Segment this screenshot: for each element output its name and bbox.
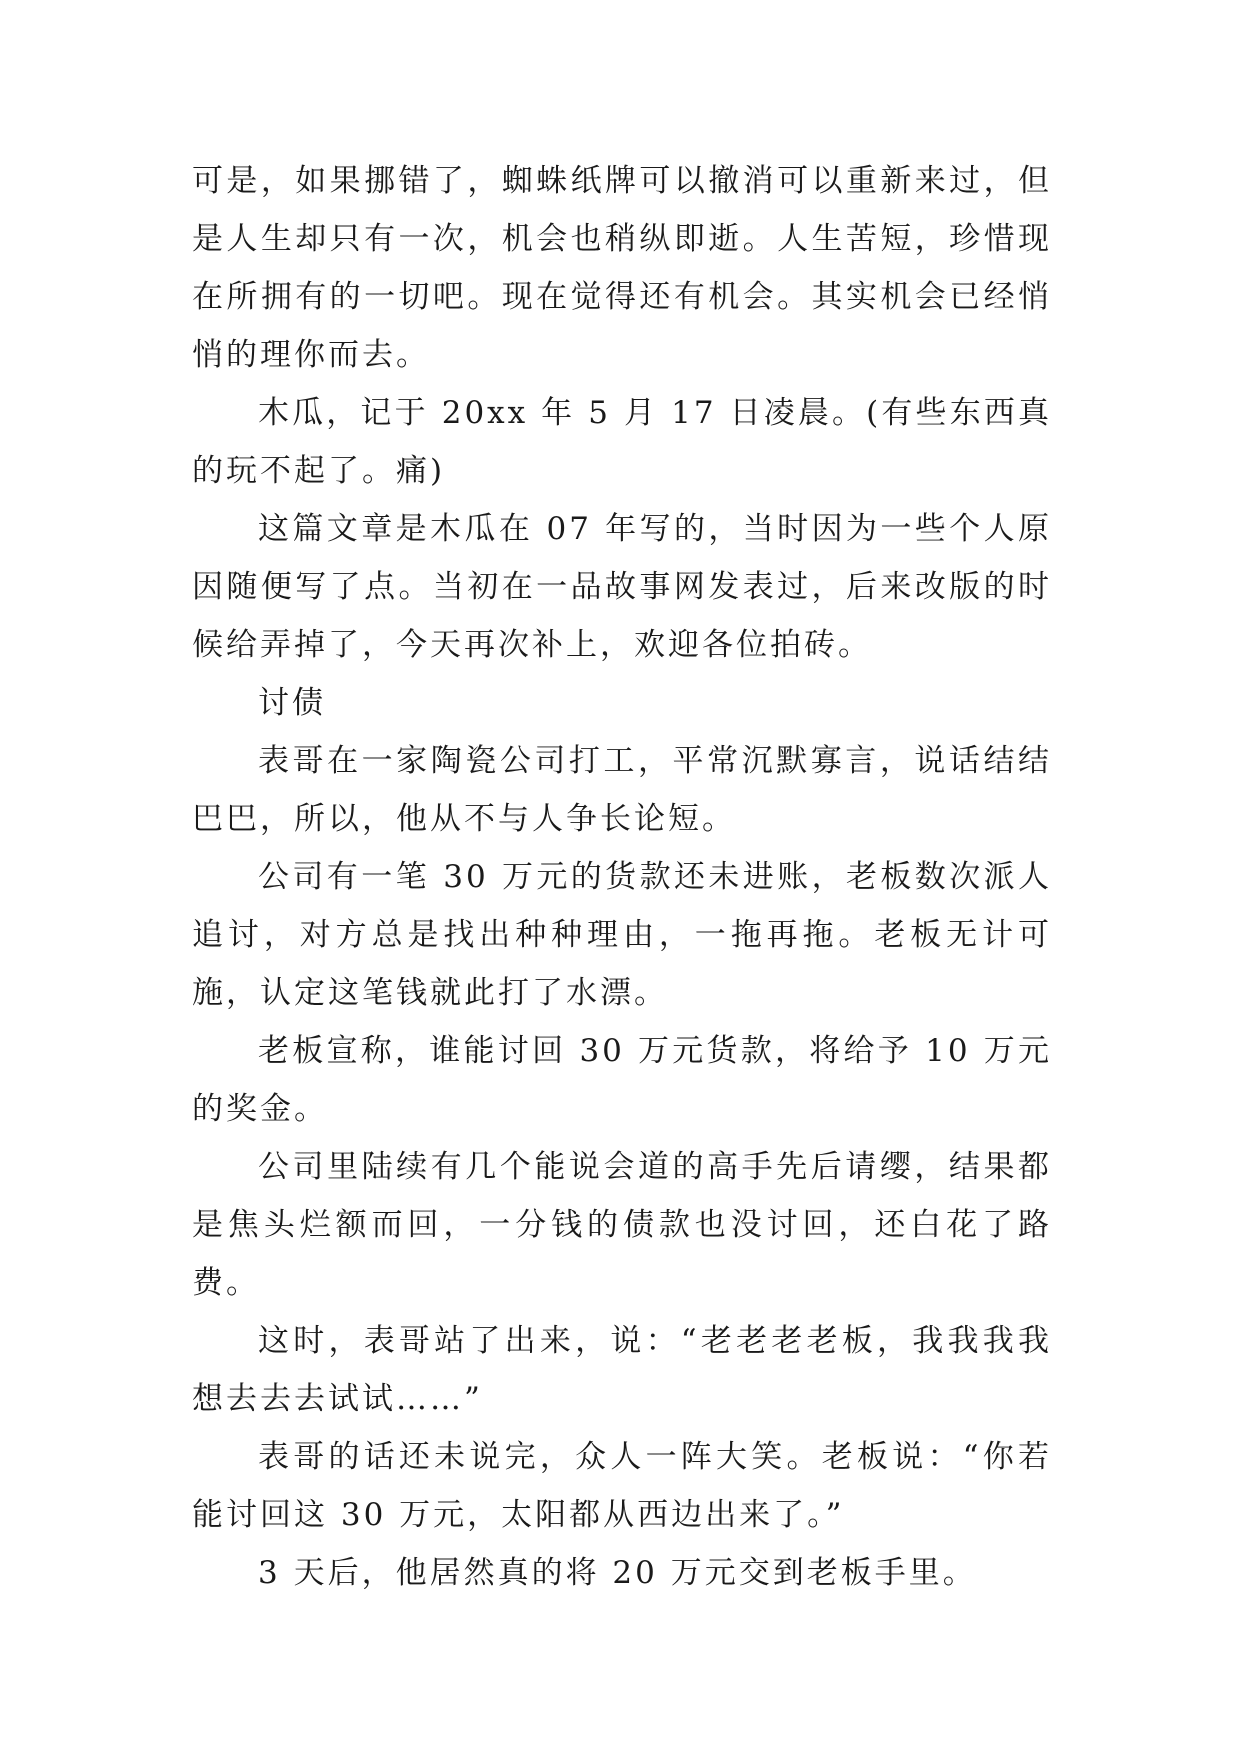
document-body [192, 152, 1052, 1602]
paragraph: 3 天后，他居然真的将 20 万元交到老板手里。 [258, 1555, 977, 1591]
paragraph: 老板宣称，谁能讨回 30 万元货款，将给予 10 万元的奖金。 [192, 1033, 1052, 1127]
paragraph: 表哥在一家陶瓷公司打工，平常沉默寡言，说话结结巴巴，所以，他从不与人争长论短。 [192, 743, 1052, 837]
paragraph-signature: 木瓜，记于 20xx 年 5 月 17 日凌晨。(有些东西真的玩不起了。痛) [192, 395, 1052, 489]
paragraph: 表哥的话还未说完，众人一阵大笑。老板说：“你若能讨回这 30 万元，太阳都从西边出来了。” [192, 1439, 1052, 1533]
section-title: 讨债 [258, 685, 326, 721]
paragraph-continuation: 可是，如果挪错了，蜘蛛纸牌可以撤消可以重新来过，但是人生却只有一次，机会也稍纵即逝。人生苦短，珍惜现在所拥有的一切吧。现在觉得还有机会。其实机会已经悄悄的理你而去。 [192, 163, 1052, 373]
paragraph-author-note: 这篇文章是木瓜在 07 年写的，当时因为一些个人原因随便写了点。当初在一品故事网发表过，后来改版的时候给弄掉了，今天再次补上，欢迎各位拍砖。 [192, 511, 1052, 663]
paragraph: 公司里陆续有几个能说会道的高手先后请缨，结果都是焦头烂额而回，一分钱的债款也没讨回，还白花了路费。 [192, 1149, 1052, 1301]
paragraph: 公司有一笔 30 万元的货款还未进账，老板数次派人追讨，对方总是找出种种理由，一拖再拖。老板无计可施，认定这笔钱就此打了水漂。 [192, 859, 1052, 1011]
paragraph: 这时，表哥站了出来，说：“老老老老板，我我我我想去去去试试……” [192, 1323, 1052, 1417]
